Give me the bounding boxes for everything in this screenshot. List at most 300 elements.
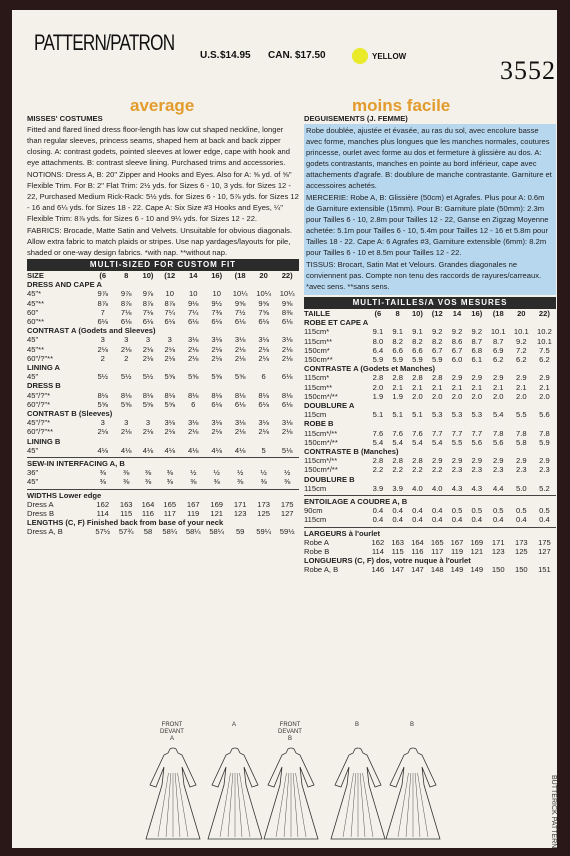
- value-cell: 6⅛: [120, 317, 132, 327]
- value-cell: 171: [233, 499, 247, 509]
- table-row: [27, 335, 299, 344]
- value-cell: 3⅛: [234, 418, 246, 428]
- value-cell: 5.1: [372, 410, 384, 420]
- row-label: 150cm*/**: [304, 437, 338, 447]
- value-cell: 7¼: [187, 307, 199, 317]
- description-text: Fitted and flared lined dress floor-length has low cut shaped neckline, longer than regular sleeves, princess seams, shaped hem at back and back zipper closing. A: contrast godets, pointed sleeves at lower edge, cape with hook and eye attachments. B: contrast sleeve lining. Purchased trims and accessories.: [27, 125, 290, 167]
- value-cell: 2.0: [412, 391, 423, 401]
- value-cell: 0.4: [372, 506, 384, 516]
- row-label: 150cm*: [304, 345, 330, 355]
- value-cell: 5⅛: [281, 445, 293, 455]
- table-row: [27, 418, 299, 427]
- dress-drawing-icon: [262, 745, 320, 843]
- value-cell: 0.5: [516, 506, 527, 516]
- value-cell: 6.2: [492, 355, 504, 365]
- table-row: [27, 308, 299, 317]
- row-label: 115cm**: [304, 336, 333, 346]
- value-cell: 8⅛: [164, 390, 176, 400]
- row-label: 45": [27, 372, 39, 382]
- value-cell: 57½: [95, 527, 111, 537]
- value-cell: 175: [538, 537, 551, 547]
- value-cell: 5.9: [539, 437, 550, 447]
- value-cell: 5⅝: [234, 372, 246, 382]
- value-cell: 7.8: [516, 428, 527, 438]
- value-cell: 7.6: [412, 428, 423, 438]
- value-cell: 2.2: [412, 465, 423, 475]
- value-cell: 3⅛: [258, 335, 269, 345]
- section-label: SEW-IN INTERFACING A, B: [27, 459, 125, 469]
- value-cell: 3⅛: [281, 335, 293, 345]
- value-cell: 8⅛: [211, 390, 222, 400]
- table-header-bar: MULTI-SIZED FOR CUSTOM FIT: [27, 259, 299, 271]
- value-cell: 5.0: [516, 483, 527, 493]
- section-label: DOUBLURE A: [304, 401, 355, 411]
- value-cell: 8.7: [492, 336, 504, 346]
- value-cell: 10¼: [256, 289, 272, 299]
- size-cell: 10): [411, 309, 423, 318]
- value-cell: 0.4: [412, 506, 423, 516]
- value-cell: 6⅛: [258, 399, 269, 409]
- value-cell: 148: [430, 565, 444, 575]
- value-cell: 9⅝: [234, 298, 246, 308]
- figure-label-view: B: [409, 722, 414, 728]
- figure-label-view: A: [231, 722, 236, 728]
- value-cell: 2⅛: [234, 344, 246, 354]
- size-cell: (12: [164, 271, 176, 280]
- row-label: 115cm: [304, 515, 327, 525]
- value-cell: 2⅛: [120, 427, 132, 437]
- value-cell: 6.2: [539, 355, 550, 365]
- pattern-envelope-back: [12, 10, 557, 848]
- value-cell: 8⅞: [97, 298, 109, 308]
- value-cell: 57¾: [118, 527, 134, 537]
- size-cell: 10): [142, 271, 154, 280]
- value-cell: 0.5: [492, 506, 504, 516]
- value-cell: 58¼: [209, 527, 225, 537]
- value-cell: 4.3: [471, 483, 483, 493]
- value-cell: 2.9: [451, 373, 463, 383]
- row-label: 115cm: [304, 483, 327, 493]
- value-cell: 2.0: [516, 391, 527, 401]
- table-row: [304, 383, 556, 392]
- row-label: 150cm*/**: [304, 391, 338, 401]
- value-cell: 171: [491, 537, 505, 547]
- value-cell: 8⅞: [142, 298, 154, 308]
- value-cell: 5⅝: [120, 399, 132, 409]
- size-cell: 22): [281, 271, 293, 280]
- value-cell: 0.4: [431, 506, 443, 516]
- row-label: 60"/?"**: [27, 353, 54, 363]
- value-cell: 6.8: [471, 345, 483, 355]
- value-cell: 7.8: [539, 428, 550, 438]
- value-cell: 7⅛: [142, 307, 154, 317]
- value-cell: 2⅛: [187, 427, 199, 437]
- blue-band: [304, 124, 556, 295]
- table-row: [304, 515, 556, 524]
- value-cell: 2.8: [412, 373, 423, 383]
- value-cell: 3.9: [392, 483, 403, 493]
- value-cell: 2⅛: [234, 353, 246, 363]
- value-cell: 4⅛: [97, 445, 109, 455]
- pattern-number: 3552: [500, 56, 556, 85]
- table-row: [27, 468, 299, 477]
- value-cell: 3: [100, 335, 105, 345]
- value-cell: 2⅛: [258, 344, 269, 354]
- value-cell: 2.0: [431, 391, 443, 401]
- value-cell: 117: [163, 509, 176, 519]
- value-cell: 2.2: [431, 465, 443, 475]
- value-cell: 0.4: [492, 515, 504, 525]
- value-cell: 3.9: [372, 483, 384, 493]
- row-label: 60"**: [27, 317, 45, 327]
- value-cell: 2⅛: [164, 427, 176, 437]
- value-cell: 6.9: [492, 345, 504, 355]
- value-cell: ⅜: [166, 477, 173, 487]
- value-cell: 163: [391, 537, 404, 547]
- value-cell: 147: [391, 565, 404, 575]
- value-cell: 10.1: [537, 336, 552, 346]
- value-cell: 6.0: [451, 355, 463, 365]
- size-row: [27, 271, 299, 280]
- value-cell: 164: [141, 499, 155, 509]
- value-cell: 2.8: [392, 373, 403, 383]
- row-label: Dress B: [27, 509, 55, 519]
- value-cell: 9.1: [412, 327, 423, 337]
- dress-drawing-icon: [384, 745, 442, 843]
- value-cell: 5.4: [431, 437, 443, 447]
- value-cell: 5: [261, 445, 266, 455]
- value-cell: 4⅛: [234, 445, 246, 455]
- value-cell: ⅜: [166, 468, 173, 478]
- value-cell: 0.5: [451, 506, 463, 516]
- value-cell: 149: [450, 565, 464, 575]
- value-cell: 123: [233, 509, 247, 519]
- value-cell: 117: [431, 547, 444, 557]
- value-cell: 1.9: [392, 391, 403, 401]
- value-cell: 150: [514, 565, 528, 575]
- size-row: [304, 309, 556, 318]
- value-cell: 2.0: [492, 391, 504, 401]
- value-cell: 2.8: [392, 456, 403, 466]
- mercerie-text: MERCERIE: Robe A, B: Glissière (50cm) et Agrafes. Plus pour A: 0.6m de Garniture extensible (15mm). Pour B: Garniture plate (50mm): 2.3m pour Tailles 6 - 10, 2.8m pour Tailles 12 - 22, Ganse en Zigzag Moyenne achetée: 5.1m pour Tailles 6 - 10, 5.4m pour Tailles 12 - 16 et 5.8m pour Tailles 18 - 22. Cape A: 6 Agrafes #3, Garniture extensible (6mm): 8.2m pour Tailles 6 - 10 et 8.5m pour Tailles 12 - 22.: [306, 193, 549, 257]
- value-cell: 119: [187, 509, 200, 519]
- value-cell: 2.2: [372, 465, 384, 475]
- section-row: [304, 364, 556, 373]
- value-cell: 3⅛: [281, 418, 293, 428]
- figure-label-top: FRONT: [279, 722, 301, 728]
- value-cell: 2.8: [372, 373, 384, 383]
- table-row: [27, 345, 299, 354]
- value-cell: 10.2: [537, 327, 552, 337]
- value-cell: 9⅞: [120, 289, 132, 299]
- value-cell: 3⅛: [164, 418, 176, 428]
- value-cell: 8.0: [372, 336, 384, 346]
- value-cell: 7⅛: [120, 307, 132, 317]
- table-row: [27, 500, 299, 509]
- value-cell: 2⅛: [211, 427, 222, 437]
- value-cell: ⅜: [99, 477, 106, 487]
- value-cell: 4.3: [451, 483, 463, 493]
- value-cell: 5.1: [412, 410, 423, 420]
- value-cell: 7.6: [372, 428, 384, 438]
- size-cell: 20: [517, 309, 526, 318]
- table-row: [304, 327, 556, 336]
- value-cell: 1.9: [372, 391, 384, 401]
- value-cell: 5.9: [431, 355, 443, 365]
- row-label: Robe A, B: [304, 565, 339, 575]
- value-cell: 6.7: [431, 345, 443, 355]
- value-cell: 2⅛: [97, 427, 109, 437]
- value-cell: 9⅝: [281, 298, 293, 308]
- value-cell: 59½: [279, 527, 295, 537]
- size-cell: 20: [259, 271, 268, 280]
- value-cell: ⅜: [284, 477, 291, 487]
- value-cell: 2.9: [471, 456, 483, 466]
- section-label: LENGTHS (C, F) Finished back from base of your neck: [27, 518, 224, 528]
- row-label: 45": [27, 445, 39, 455]
- tissus-text: TISSUS: Brocart, Satin Mat et Velours. Grandes diagonales ne conviennent pas. Compte non tenu des raccords de rayures/carreaux. *avec sens. **sans sens.: [306, 260, 542, 291]
- table-row: [27, 400, 299, 409]
- value-cell: 7.5: [539, 345, 550, 355]
- row-label: 150cm*/**: [304, 465, 338, 475]
- section-row: [304, 419, 556, 428]
- price-can-label: CAN.: [268, 50, 293, 61]
- value-cell: 59¼: [256, 527, 272, 537]
- value-cell: 115: [120, 509, 133, 519]
- value-cell: 114: [96, 509, 109, 519]
- table-header-bar: MULTI-TAILLES/A VOS MESURES: [304, 297, 556, 309]
- value-cell: 0.4: [451, 515, 463, 525]
- color-dot-icon: [352, 48, 368, 64]
- value-cell: 2⅛: [97, 344, 109, 354]
- level-en: average: [130, 96, 195, 115]
- value-cell: 3⅛: [187, 335, 199, 345]
- row-label: 45"**: [27, 298, 45, 308]
- value-cell: 6.6: [412, 345, 423, 355]
- value-cell: 7⅝: [258, 307, 269, 317]
- row-label: 60"/?"*: [27, 399, 51, 409]
- value-cell: 6⅛: [97, 317, 109, 327]
- table-row: [304, 456, 556, 465]
- value-cell: 0.4: [516, 515, 527, 525]
- table-row: [27, 427, 299, 436]
- row-label: 60"/?"**: [27, 427, 54, 437]
- value-cell: 8.2: [431, 336, 443, 346]
- value-cell: 162: [371, 537, 385, 547]
- value-cell: 5.6: [539, 410, 550, 420]
- row-label: 45"**: [27, 344, 45, 354]
- brand-label: PATTERN/PATRON: [34, 30, 175, 55]
- figure-label: [270, 722, 310, 743]
- table-row: [304, 337, 556, 346]
- value-cell: 5.6: [492, 437, 504, 447]
- section-row: [27, 437, 299, 446]
- section-label: LINING B: [27, 436, 61, 446]
- section-row: [27, 326, 299, 335]
- figure-label-view: A: [169, 736, 174, 742]
- value-cell: 2.9: [451, 456, 463, 466]
- value-cell: 114: [371, 547, 384, 557]
- value-cell: 6⅛: [142, 317, 154, 327]
- table-row: [27, 372, 299, 381]
- value-cell: 175: [280, 499, 294, 509]
- value-cell: 0.4: [431, 515, 443, 525]
- value-cell: 169: [470, 537, 484, 547]
- section-row: [304, 556, 556, 565]
- size-cell: (6: [374, 309, 382, 318]
- value-cell: 5⅝: [211, 372, 222, 382]
- value-cell: 5.4: [492, 410, 504, 420]
- value-cell: 2.0: [471, 391, 483, 401]
- size-cell: (6: [99, 271, 107, 280]
- section-label: ROBE B: [304, 419, 334, 429]
- size-cell: 14: [189, 271, 198, 280]
- value-cell: 7.8: [492, 428, 504, 438]
- value-cell: 2⅛: [258, 353, 269, 363]
- section-row: [304, 529, 556, 538]
- value-cell: 5⅝: [97, 399, 109, 409]
- value-cell: 2.1: [516, 382, 527, 392]
- value-cell: 2.1: [392, 382, 403, 392]
- table-row: [304, 565, 556, 574]
- section-label: LONGUEURS (C, F) dos, votre nuque à l'ourlet: [304, 556, 471, 566]
- value-cell: 8⅞: [120, 298, 132, 308]
- table-row: [27, 299, 299, 308]
- value-cell: 8⅛: [187, 390, 199, 400]
- value-cell: 2: [124, 353, 129, 363]
- value-cell: 2.0: [539, 391, 550, 401]
- value-cell: 9½: [211, 298, 222, 308]
- value-cell: 0.4: [392, 506, 403, 516]
- row-label: 45": [27, 477, 39, 487]
- section-label: ENTOILAGE A COUDRE A, B: [304, 497, 408, 507]
- value-cell: 8.6: [451, 336, 463, 346]
- price-us-label: U.S.: [200, 50, 220, 61]
- spine-text: BUTTERICK PATTERN: [550, 774, 557, 848]
- value-cell: 3⅛: [211, 335, 222, 345]
- value-cell: 9⅞: [97, 289, 109, 299]
- value-cell: 173: [514, 537, 528, 547]
- value-cell: 2.8: [372, 456, 384, 466]
- section-row: [27, 491, 299, 500]
- value-cell: 3: [100, 418, 105, 428]
- value-cell: 4.4: [492, 483, 504, 493]
- value-cell: 6⅛: [234, 317, 246, 327]
- value-cell: 3⅛: [211, 418, 222, 428]
- value-cell: 2.9: [516, 373, 527, 383]
- value-cell: 165: [430, 537, 444, 547]
- value-cell: ½: [190, 468, 197, 478]
- value-cell: 167: [186, 499, 200, 509]
- section-row: [304, 447, 556, 456]
- value-cell: 8.2: [412, 336, 423, 346]
- value-cell: 151: [538, 565, 551, 575]
- value-cell: 2⅛: [142, 353, 154, 363]
- value-cell: 5.9: [392, 355, 403, 365]
- table-row: [304, 410, 556, 419]
- value-cell: 5½: [120, 372, 132, 382]
- value-cell: 2⅛: [281, 427, 293, 437]
- section-label: CONTRAST B (Sleeves): [27, 409, 113, 419]
- value-cell: 7.2: [516, 345, 527, 355]
- value-cell: 2.1: [492, 382, 504, 392]
- value-cell: 2.9: [471, 373, 483, 383]
- value-cell: 6⅛: [211, 399, 222, 409]
- value-cell: 125: [514, 547, 528, 557]
- value-cell: 0.4: [471, 515, 483, 525]
- value-cell: 7½: [234, 307, 246, 317]
- value-cell: 10: [212, 289, 221, 299]
- section-row: [304, 475, 556, 484]
- value-cell: 5.8: [516, 437, 527, 447]
- value-cell: 6.6: [392, 345, 403, 355]
- value-cell: 5.4: [412, 437, 423, 447]
- section-row: [27, 459, 299, 468]
- value-cell: ⅜: [190, 477, 197, 487]
- section-label: CONTRAST A (Godets and Sleeves): [27, 326, 156, 336]
- value-cell: 2⅛: [211, 353, 222, 363]
- value-cell: 7.6: [392, 428, 403, 438]
- value-cell: 9.2: [516, 336, 527, 346]
- value-cell: 5.2: [539, 483, 550, 493]
- row-label: 45": [27, 335, 39, 345]
- value-cell: 173: [257, 499, 270, 509]
- value-cell: 2.8: [412, 456, 423, 466]
- row-label: Robe B: [304, 547, 330, 557]
- value-cell: 127: [538, 547, 551, 557]
- row-label: Dress A, B: [27, 527, 63, 537]
- value-cell: 2⅛: [142, 427, 154, 437]
- value-cell: 149: [470, 565, 484, 575]
- price-can: $17.50: [295, 50, 326, 61]
- size-cell: 8: [124, 271, 129, 280]
- yardage-table: [27, 271, 299, 537]
- section-title: DEGUISEMENTS (J. FEMME): [304, 114, 408, 123]
- value-cell: 9⅛: [187, 298, 199, 308]
- value-cell: 4⅛: [164, 445, 176, 455]
- value-cell: 2.0: [372, 382, 384, 392]
- value-cell: 2: [100, 353, 105, 363]
- value-cell: 5.3: [431, 410, 443, 420]
- value-cell: 10.1: [513, 327, 529, 337]
- value-cell: 8.2: [392, 336, 403, 346]
- value-cell: 5.4: [392, 437, 403, 447]
- value-cell: 7¼: [164, 307, 176, 317]
- value-cell: ⅜: [237, 477, 244, 487]
- table-row: [27, 391, 299, 400]
- figure-label-view: B: [287, 736, 292, 742]
- value-cell: 169: [210, 499, 224, 509]
- value-cell: 2.3: [492, 465, 504, 475]
- value-cell: ⅜: [144, 477, 152, 487]
- dress-drawing-icon: [206, 745, 264, 843]
- value-cell: 58: [143, 527, 153, 537]
- value-cell: 4⅛: [187, 445, 199, 455]
- table-row: [27, 317, 299, 326]
- section-label: LINING A: [27, 363, 61, 373]
- value-cell: 5.9: [372, 355, 384, 365]
- size-label: SIZE: [27, 271, 44, 280]
- value-cell: 5⅝: [164, 372, 176, 382]
- section-row: [27, 363, 299, 372]
- value-cell: 0.5: [539, 506, 550, 516]
- value-cell: 2⅛: [164, 353, 176, 363]
- value-cell: 7⅜: [211, 307, 222, 317]
- value-cell: 5.4: [372, 437, 384, 447]
- table-row: [304, 538, 556, 547]
- value-cell: 121: [470, 547, 484, 557]
- row-label: 45"*: [27, 289, 42, 299]
